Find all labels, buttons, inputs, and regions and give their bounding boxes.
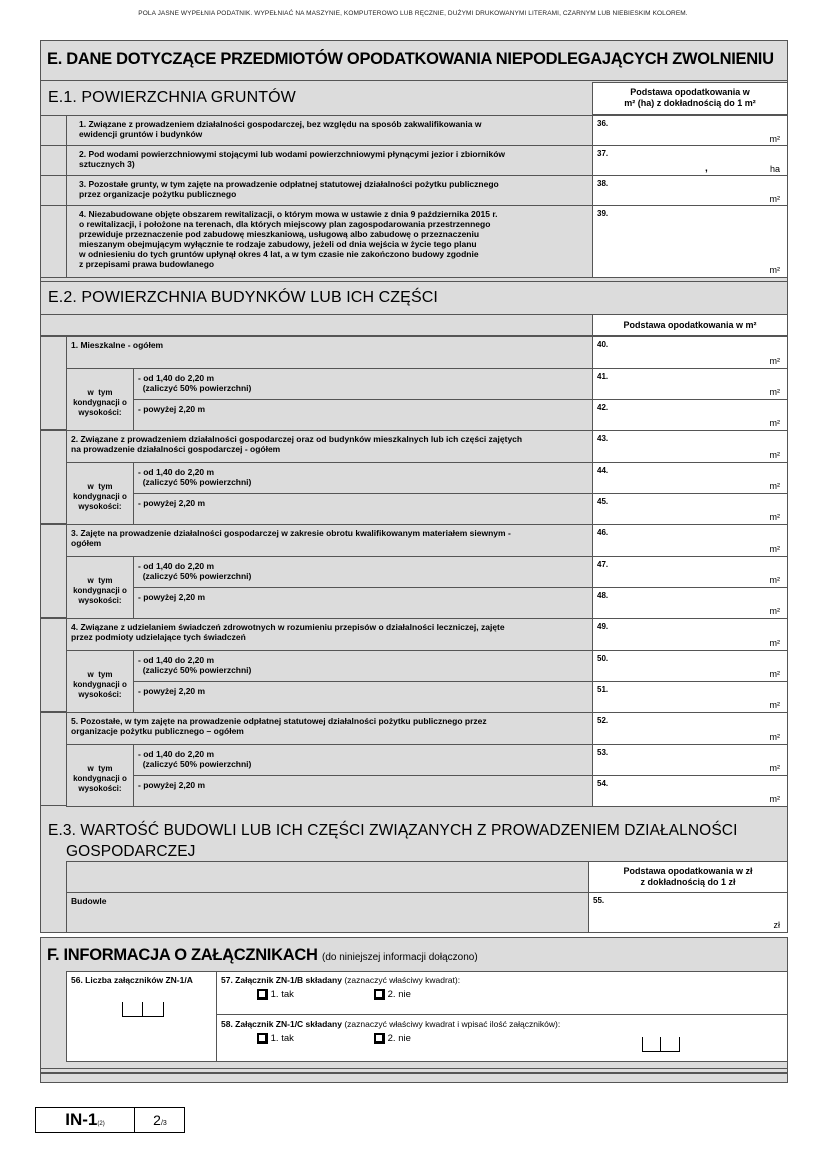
e2-sub-label-cell	[133, 556, 593, 588]
e3-title-line2: GOSPODARCZEJ	[66, 843, 196, 860]
option-58-yes[interactable]	[257, 1033, 294, 1044]
unit-label: m²	[769, 387, 780, 397]
field-58-label-row	[221, 1019, 560, 1029]
e3-column-header	[588, 861, 788, 893]
field-number: 47.	[597, 560, 609, 569]
field-number: 40.	[597, 340, 609, 349]
unit-label: m²	[769, 450, 780, 460]
e2-sub-label-high: - powyżej 2,20 m	[138, 780, 206, 790]
e3-row-label-cell	[66, 892, 589, 933]
e1-title: E.1. POWIERZCHNIA GRUNTÓW	[48, 89, 296, 106]
checkbox-icon[interactable]	[257, 989, 268, 1000]
e2-sub-label-cell	[133, 368, 593, 400]
e2-group-label-cell	[66, 336, 593, 369]
e1-header-line2: m² (ha) z dokładnością do 1 m²	[624, 98, 756, 108]
option-label: 1. tak	[270, 989, 294, 1000]
e1-row-indent	[40, 145, 66, 177]
e2-w-tym-cell	[66, 744, 134, 807]
field-58-note: (zaznaczyć właściwy kwadrat i wpisać ilość załączników):	[344, 1019, 561, 1029]
field-number: 37.	[597, 149, 609, 158]
unit-label: m²	[769, 544, 780, 554]
field-number: 39.	[597, 209, 609, 218]
field-55[interactable]	[588, 892, 788, 933]
e3-header-line1: Podstawa opodatkowania w zł	[623, 866, 753, 876]
unit-label: m²	[769, 481, 780, 491]
e2-row-indent	[40, 430, 66, 524]
option-57-no[interactable]	[374, 989, 411, 1000]
field-47[interactable]	[592, 556, 788, 588]
field-41[interactable]	[592, 368, 788, 400]
e2-sub-label-cell	[133, 744, 593, 776]
form-version: (2)	[97, 1121, 105, 1127]
e2-sub-label-cell	[133, 650, 593, 682]
e1-row-indent	[40, 175, 66, 207]
unit-label: m²	[769, 700, 780, 710]
e2-group-label: 2. Związane z prowadzeniem działalności gospodarczej oraz od budynków mieszkalnych lub ich części zajętych na prowadzenie działalności gospodarczej - ogółem	[71, 434, 523, 454]
unit-label: m²	[769, 669, 780, 679]
divider	[40, 80, 788, 81]
e2-w-tym-cell	[66, 462, 134, 525]
e3-title-line1: E.3. WARTOŚĆ BUDOWLI LUB ICH CZĘŚCI ZWIĄZANYCH Z PROWADZENIEM DZIAŁALNOŚCI	[48, 822, 738, 839]
field-number: 53.	[597, 748, 609, 757]
e2-w-tym-cell	[66, 556, 134, 619]
e2-w-tym-label: w tym kondygnacji o wysokości:	[73, 482, 127, 511]
option-58-no[interactable]	[374, 1033, 411, 1044]
field-45[interactable]	[592, 493, 788, 525]
field-52[interactable]	[592, 712, 788, 745]
unit-label: m²	[769, 763, 780, 773]
e2-sub-label-cell	[133, 587, 593, 619]
unit-label: m²	[769, 575, 780, 585]
field-48[interactable]	[592, 587, 788, 619]
e2-group-label: 3. Zajęte na prowadzenie działalności gospodarczej w zakresie obrotu kwalifikowanym materiałem siewnym - ogółem	[71, 528, 511, 548]
field-number: 50.	[597, 654, 609, 663]
digit-box[interactable]	[142, 1002, 164, 1017]
field-39[interactable]	[592, 205, 788, 278]
field-44[interactable]	[592, 462, 788, 494]
field-number: 46.	[597, 528, 609, 537]
form-code-box	[35, 1107, 185, 1133]
option-57-yes[interactable]	[257, 989, 294, 1000]
e2-column-header: Podstawa opodatkowania w m²	[592, 314, 788, 336]
field-46[interactable]	[592, 524, 788, 557]
field-56-label: 56. Liczba załączników ZN-1/A	[71, 975, 193, 985]
field-number: 42.	[597, 403, 609, 412]
unit-label: m²	[769, 356, 780, 366]
e2-sub-label-high: - powyżej 2,20 m	[138, 498, 206, 508]
e1-column-header	[592, 82, 788, 115]
divider	[40, 1068, 788, 1069]
e3-header-strip	[66, 861, 590, 893]
section-f-title-row	[47, 946, 478, 965]
e3-header-line2: z dokładnością do 1 zł	[640, 877, 736, 887]
e1-row-label-cell	[66, 175, 593, 207]
field-number: 38.	[597, 179, 609, 188]
pages-total: /3	[160, 1120, 167, 1127]
e2-title: E.2. POWIERZCHNIA BUDYNKÓW LUB ICH CZĘŚCI	[48, 289, 438, 306]
field-58[interactable]	[216, 1014, 788, 1062]
field-43[interactable]	[592, 430, 788, 463]
checkbox-icon[interactable]	[374, 1033, 385, 1044]
e1-row-label: 2. Pod wodami powierzchniowymi stojącymi lub wodami powierzchniowymi płynącymi jezior i zbiorników sztucznych 3)	[79, 149, 506, 169]
field-number: 44.	[597, 466, 609, 475]
unit-label: m²	[769, 265, 780, 275]
option-label: 2. nie	[387, 989, 411, 1000]
e2-row-indent	[40, 336, 66, 430]
field-number: 45.	[597, 497, 609, 506]
digit-box[interactable]	[642, 1037, 661, 1052]
e2-sub-label-low: - od 1,40 do 2,20 m (zaliczyć 50% powierzchni)	[138, 749, 252, 769]
section-f-title: F. INFORMACJA O ZAŁĄCZNIKACH	[47, 946, 318, 964]
e1-row-label-cell	[66, 115, 593, 147]
e1-row-label: 1. Związane z prowadzeniem działalności gospodarczej, bez względu na sposób zakwalifikowania w ewidencji gruntów i budynków	[79, 119, 482, 139]
digit-box[interactable]	[660, 1037, 680, 1052]
form-code-cell	[36, 1108, 135, 1132]
e2-group-label: 4. Związane z udzielaniem świadczeń zdrowotnych w rozumieniu przepisów o działalności leczniczej, zajęte przez podmioty udzielające tych świadczeń	[71, 622, 505, 642]
e2-sub-label-cell	[133, 775, 593, 807]
field-57-note: (zaznaczyć właściwy kwadrat):	[344, 975, 461, 985]
unit-label: m²	[769, 418, 780, 428]
e2-sub-label-high: - powyżej 2,20 m	[138, 592, 206, 602]
e2-row-indent	[40, 618, 66, 712]
unit-label: m²	[769, 732, 780, 742]
e2-sub-label-low: - od 1,40 do 2,20 m (zaliczyć 50% powierzchni)	[138, 467, 252, 487]
field-57-label-row	[221, 975, 460, 985]
e2-sub-label-cell	[133, 493, 593, 525]
section-e-title: E. DANE DOTYCZĄCE PRZEDMIOTÓW OPODATKOWANIA NIEPODLEGAJĄCYCH ZWOLNIENIU	[47, 50, 774, 68]
e2-row-indent	[40, 524, 66, 618]
e2-group-label-cell	[66, 524, 593, 557]
e2-sub-label-cell	[133, 462, 593, 494]
field-58-label: 58. Załącznik ZN-1/C składany	[221, 1019, 342, 1029]
e2-w-tym-label: w tym kondygnacji o wysokości:	[73, 388, 127, 417]
e2-row-indent	[40, 712, 66, 806]
unit-label: m²	[769, 512, 780, 522]
divider	[40, 281, 788, 282]
field-54[interactable]	[592, 775, 788, 807]
unit-label: m²	[769, 134, 780, 144]
field-number: 55.	[593, 896, 605, 905]
e2-group-label-cell	[66, 618, 593, 651]
field-49[interactable]	[592, 618, 788, 651]
e1-row-label: 4. Niezabudowane objęte obszarem rewitalizacji, o którym mowa w ustawie z dnia 9 października 2015 r. o rewitalizacji, i położone na terenach, dla których miejscowy plan zagospodarowania przestrzennego przewiduje przeznaczenie pod zabudowę mieszkaniową, usługową albo zabudowę o przeznaczeniu mieszanym obejmującym wyłącznie te rodzaje zabudowy, jeżeli od dnia wejścia w życie tego planu w odniesieniu do tych gruntów upłynął okres 4 lat, a w tym czasie nie zakończono budowy zgodnie z przepisami prawa budowlanego	[79, 209, 498, 269]
e2-sub-label-low: - od 1,40 do 2,20 m (zaliczyć 50% powierzchni)	[138, 655, 252, 675]
e2-sub-label-cell	[133, 681, 593, 713]
field-number: 43.	[597, 434, 609, 443]
field-42[interactable]	[592, 399, 788, 431]
e1-header-line1: Podstawa opodatkowania w	[630, 87, 750, 97]
e1-row-indent	[40, 115, 66, 147]
field-57[interactable]	[216, 971, 788, 1015]
field-number: 51.	[597, 685, 609, 694]
e2-group-label-cell	[66, 712, 593, 745]
e2-w-tym-label: w tym kondygnacji o wysokości:	[73, 670, 127, 699]
e1-row-label-cell	[66, 145, 593, 177]
section-f-note: (do niniejszej informacji dołączono)	[322, 952, 478, 963]
field-number: 49.	[597, 622, 609, 631]
e2-w-tym-label: w tym kondygnacji o wysokości:	[73, 764, 127, 793]
e2-w-tym-cell	[66, 368, 134, 431]
e1-row-label-cell	[66, 205, 593, 278]
e2-group-label: 1. Mieszkalne - ogółem	[71, 340, 164, 350]
e1-row-label: 3. Pozostałe grunty, w tym zajęte na prowadzenie odpłatnej statutowej działalności pożytku publicznego przez organizacje pożytku publicznego	[79, 179, 499, 199]
digit-box[interactable]	[122, 1002, 143, 1017]
field-40[interactable]	[592, 336, 788, 369]
option-label: 1. tak	[270, 1033, 294, 1044]
field-number: 54.	[597, 779, 609, 788]
field-number: 41.	[597, 372, 609, 381]
field-number: 52.	[597, 716, 609, 725]
field-number: 36.	[597, 119, 609, 128]
field-51[interactable]	[592, 681, 788, 713]
e1-row-indent	[40, 205, 66, 278]
e2-group-label-cell	[66, 430, 593, 463]
e2-w-tym-cell	[66, 650, 134, 713]
e2-sub-label-cell	[133, 399, 593, 431]
page-number: 2	[153, 1112, 161, 1128]
field-53[interactable]	[592, 744, 788, 776]
field-36[interactable]	[592, 115, 788, 147]
e2-sub-label-low: - od 1,40 do 2,20 m (zaliczyć 50% powierzchni)	[138, 373, 252, 393]
e2-w-tym-label: w tym kondygnacji o wysokości:	[73, 576, 127, 605]
page-number-cell	[135, 1108, 185, 1132]
checkbox-icon[interactable]	[374, 989, 385, 1000]
e3-row-label: Budowle	[71, 896, 107, 906]
field-38[interactable]	[592, 175, 788, 207]
field-56[interactable]	[66, 971, 217, 1062]
decimal-separator: ,	[705, 163, 708, 174]
field-37[interactable]	[592, 145, 788, 177]
unit-label: m²	[769, 794, 780, 804]
unit-label: m²	[769, 194, 780, 204]
unit-label: m²	[769, 638, 780, 648]
field-50[interactable]	[592, 650, 788, 682]
unit-label: ha	[769, 164, 780, 174]
checkbox-icon[interactable]	[257, 1033, 268, 1044]
top-note: POLA JASNE WYPEŁNIA PODATNIK. WYPEŁNIAĆ NA MASZYNIE, KOMPUTEROWO LUB RĘCZNIE, DUŻYMI DRUKOWANYMI LITERAMI, CZARNYM LUB NIEBIESKIM KOLOREM.	[138, 10, 688, 17]
option-label: 2. nie	[387, 1033, 411, 1044]
field-57-label: 57. Załącznik ZN-1/B składany	[221, 975, 342, 985]
unit-label: m²	[769, 606, 780, 616]
e2-sub-label-high: - powyżej 2,20 m	[138, 404, 206, 414]
form-code: IN-1	[65, 1110, 98, 1129]
divider	[40, 1072, 788, 1074]
e2-sub-label-low: - od 1,40 do 2,20 m (zaliczyć 50% powierzchni)	[138, 561, 252, 581]
unit-label: zł	[773, 920, 780, 930]
e2-sub-label-high: - powyżej 2,20 m	[138, 686, 206, 696]
e2-group-label: 5. Pozostałe, w tym zajęte na prowadzenie odpłatnej statutowej działalności pożytku publicznego przez organizacje pożytku publicznego – ogółem	[71, 716, 487, 736]
field-number: 48.	[597, 591, 609, 600]
